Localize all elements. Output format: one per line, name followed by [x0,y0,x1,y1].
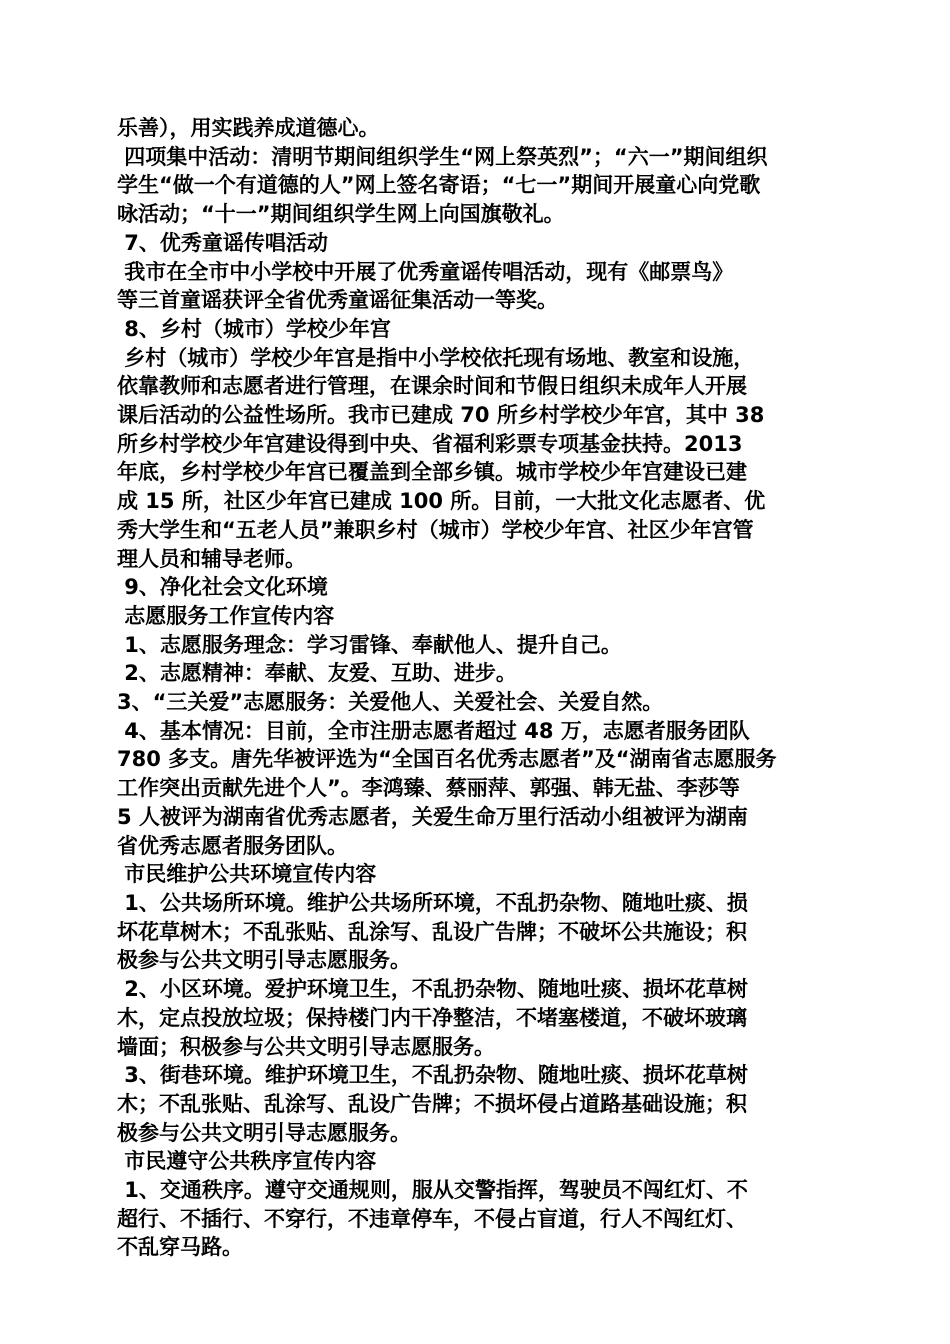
text-line: 成 15 所，社区少年宫已建成 100 所。目前，一大批文化志愿者、优 [117,489,766,514]
text-line: 坏花草树木；不乱张贴、乱涂写、乱设广告牌；不破坏公共施设；积 [117,919,747,944]
text-line: 2、志愿精神：奉献、友爱、互助、进步。 [117,661,517,686]
text-line: 理人员和辅导老师。 [117,546,306,571]
text-line: 7、优秀童谣传唱活动 [117,230,328,255]
text-line: 1、公共场所环境。维护公共场所环境，不乱扔杂物、随地吐痰、损 [117,890,748,915]
text-line: 3、街巷环境。维护环境卫生，不乱扔杂物、随地吐痰、损坏花草树 [117,1063,748,1088]
text-line: 乐善），用实践养成道德心。 [117,116,380,140]
text-line: 课后活动的公益性场所。我市已建成 70 所乡村学校少年宫，其中 38 [117,403,765,428]
text-line: 木；不乱张贴、乱涂写、乱设广告牌；不损坏侵占道路基础设施；积 [117,1091,747,1116]
text-line: 四项集中活动：清明节期间组织学生“网上祭英烈”；“六一”期间组织 [117,144,768,169]
text-line: 2、小区环境。爱护环境卫生，不乱扔杂物、随地吐痰、损坏花草树 [117,977,748,1002]
text-line: 1、交通秩序。遵守交通规则，服从交警指挥，驾驶员不闯红灯、不 [117,1178,748,1203]
text-line: 1、志愿服务理念：学习雷锋、奉献他人、提升自己。 [117,632,622,657]
text-line: 学生“做一个有道德的人”网上签名寄语；“七一”期间开展童心向党歌 [117,173,761,198]
text-line: 市民遵守公共秩序宣传内容 [117,1149,377,1174]
document-page [117,114,837,1262]
text-line: 我市在全市中小学校中开展了优秀童谣传唱活动，现有《邮票鸟》 [117,259,734,284]
text-line: 780 多支。唐先华被评选为“全国百名优秀志愿者”及“湖南省志愿服务 [117,747,777,772]
text-line: 4、基本情况：目前，全市注册志愿者超过 48 万，志愿者服务团队 [117,718,750,743]
text-line: 超行、不插行、不穿行，不违章停车，不侵占盲道，行人不闯红灯、 [117,1206,747,1231]
text-line: 市民维护公共环境宣传内容 [117,862,377,887]
text-line: 极参与公共文明引导志愿服务。 [117,948,411,973]
text-line: 3、“三关爱”志愿服务：关爱他人、关爱社会、关爱自然。 [117,690,664,715]
text-line: 年底，乡村学校少年宫已覆盖到全部乡镇。城市学校少年宫建设已建 [117,460,747,485]
text-line: 不乱穿马路。 [117,1235,243,1260]
text-line: 所乡村学校少年宫建设得到中央、省福利彩票专项基金扶持。2013 [117,431,743,456]
text-line: 极参与公共文明引导志愿服务。 [117,1120,411,1145]
text-line: 木，定点投放垃圾；保持楼门内干净整洁，不堵塞楼道，不破坏玻璃 [117,1005,747,1030]
text-line: 墙面；积极参与公共文明引导志愿服务。 [117,1034,495,1059]
text-line: 秀大学生和“五老人员”兼职乡村（城市）学校少年宫、社区少年宫管 [117,517,754,542]
text-line: 咏活动；“十一”期间组织学生网上向国旗敬礼。 [117,202,565,227]
text-line: 9、净化社会文化环境 [117,575,328,600]
text-line: 8、乡村（城市）学校少年宫 [117,316,391,341]
text-line: 志愿服务工作宣传内容 [117,603,335,628]
text-line: 乡村（城市）学校少年宫是指中小学校依托现有场地、教室和设施， [117,345,755,370]
text-line: 工作突出贡献先进个人”。李鸿臻、蔡丽萍、郭强、韩无盐、李莎等 [117,776,740,801]
text-line: 等三首童谣获评全省优秀童谣征集活动一等奖。 [117,288,558,313]
text-line: 5 人被评为湖南省优秀志愿者，关爱生命万里行活动小组被评为湖南 [117,804,748,829]
text-line: 省优秀志愿者服务团队。 [117,833,348,858]
text-line: 依靠教师和志愿者进行管理，在课余时间和节假日组织未成年人开展 [117,374,747,399]
